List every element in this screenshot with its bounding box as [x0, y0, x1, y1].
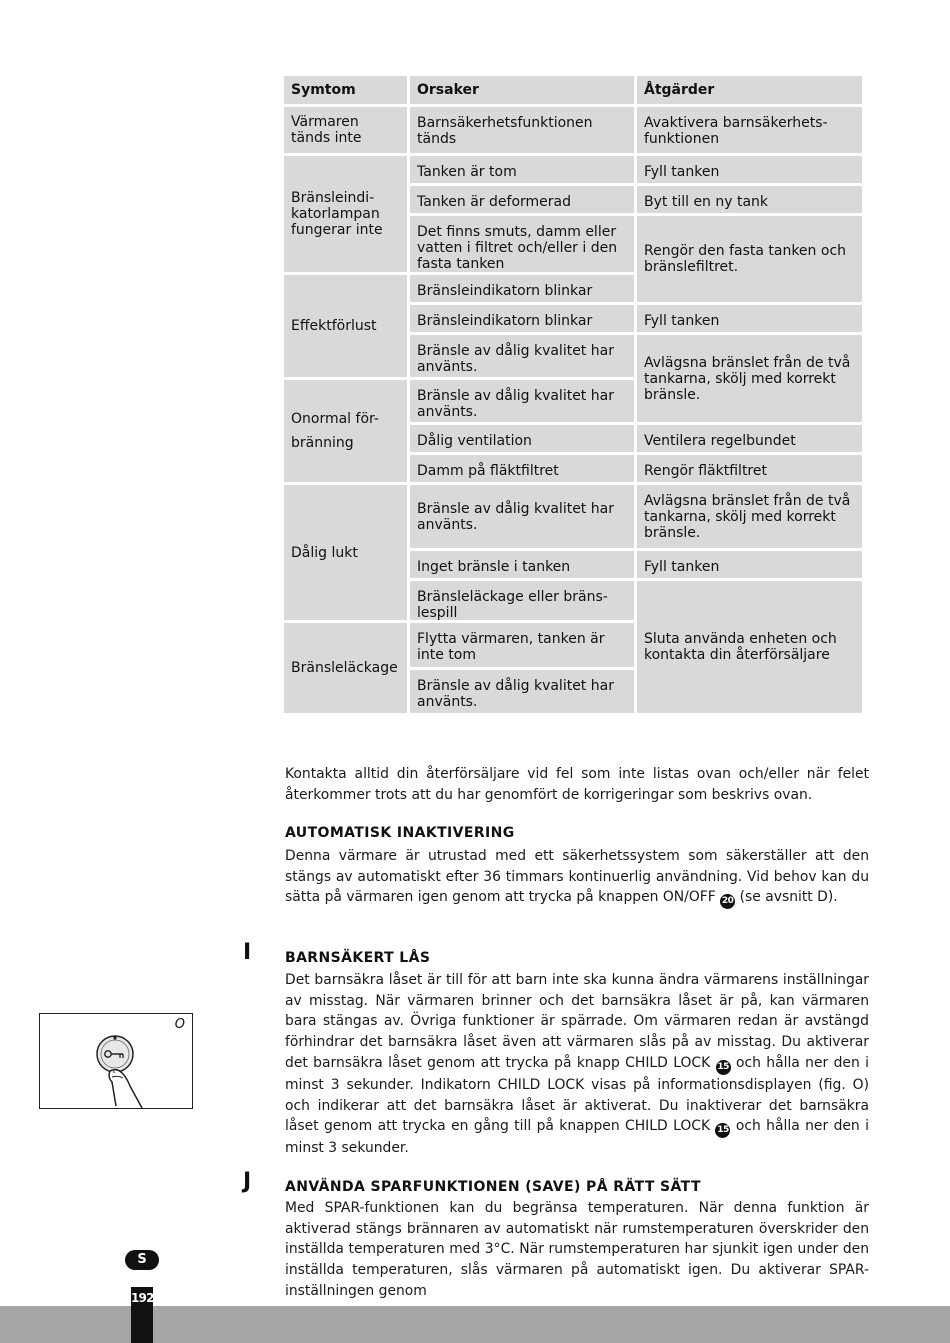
action-cell: Avlägsna bränslet från de två tankarna, skölj med korrekt bränsle. [637, 335, 862, 422]
symptom-cell: Effektförlust [284, 275, 407, 377]
cause-cell: Bränsle av dålig kvalitet har använts. [410, 485, 634, 548]
cause-cell: Dålig ventilation [410, 425, 634, 452]
save-heading: ANVÄNDA SPARFUNKTIONEN (SAVE) PÅ RÄTT SÄTT [285, 1179, 701, 1195]
child-lock-text: och hålla ner den i minst 3 sekunder. [285, 1118, 869, 1157]
action-cell: Rengör den fasta tanken och bränslefiltret. [637, 216, 862, 302]
action-cell: Fyll tanken [637, 551, 862, 578]
action-cell: Avlägsna bränslet från de två tankarna, skölj med korrekt bränsle. [637, 485, 862, 548]
symptom-cell: Bränsleindi- katorlampan fungerar inte [284, 156, 407, 272]
cause-cell: Bränsleläckage eller bräns- lespill [410, 581, 634, 620]
cause-cell: Tanken är deformerad [410, 186, 634, 213]
cause-cell: Bränsleindikatorn blinkar [410, 305, 634, 332]
auto-off-heading: AUTOMATISK INAKTIVERING [285, 825, 515, 841]
symptom-cell: Dålig lukt [284, 485, 407, 620]
auto-off-paragraph [285, 846, 869, 909]
child-lock-text: och hålla ner den i minst 3 sekunder. Indikatorn CHILD LOCK visas på informationsdisplayen (fig. O) och indikerar att det barnsäkra låset är aktiverat. Du inaktiverar det barnsäkra låset genom att trycka en gång till på knappen CHILD LOCK [285, 1054, 869, 1135]
ref-number-badge: 15 [716, 1060, 731, 1075]
symptom-cell: Onormal för- bränning [284, 380, 407, 482]
action-cell: Fyll tanken [637, 156, 862, 183]
ref-number-badge: 20 [720, 894, 735, 909]
cause-cell: Bränsleindikatorn blinkar [410, 275, 634, 302]
header-symptom: Symtom [284, 76, 407, 104]
auto-off-text: Denna värmare är utrustad med ett säkerhetssystem som säkerställer att den stängs av automatiskt efter 36 timmars kontinuerlig användning. Vid behov kan du sätta på värmaren igen genom att trycka på knappen ON/OFF [285, 848, 869, 906]
save-paragraph: Med SPAR-funktionen kan du begränsa temperaturen. När denna funktion är aktiverad stängs brännaren av automatiskt när rumstemperaturen överskrider den inställda temperaturen med 3°C. När rumstemperaturen har sjunkit igen under den inställda temperaturen, slås värmaren på automatiskt igen. Du aktiverar SPAR-inställningen genom [285, 1200, 869, 1299]
action-cell: Sluta använda enheten och kontakta din återförsäljare [637, 581, 862, 713]
contact-paragraph: Kontakta alltid din återförsäljare vid fel som inte listas ovan och/eller när felet återkommer trots att du har genomfört de korrigeringar som beskrivs ovan. [285, 766, 869, 803]
section-letter-i: I [243, 940, 252, 965]
figure-o [39, 1013, 193, 1109]
child-lock-heading: BARNSÄKERT LÅS [285, 950, 431, 966]
symptom-cell: Värmaren tänds inte [284, 107, 407, 153]
page-number: 192 [131, 1291, 154, 1305]
cause-cell: Inget bränsle i tanken [410, 551, 634, 578]
child-lock-paragraph [285, 970, 869, 1159]
action-cell: Rengör fläktfiltret [637, 455, 862, 482]
auto-off-text-end: (se avsnitt D). [739, 889, 838, 906]
section-letter-j: J [243, 1169, 252, 1194]
action-cell: Ventilera regelbundet [637, 425, 862, 452]
cause-cell: Bränsle av dålig kvalitet har använts. [410, 380, 634, 422]
cause-cell: Barnsäkerhetsfunktionen tänds [410, 107, 634, 153]
figure-label: O [174, 1017, 185, 1032]
cause-cell: Tanken är tom [410, 156, 634, 183]
header-action: Åtgärder [637, 76, 862, 104]
action-cell: Avaktivera barnsäkerhets- funktionen [637, 107, 862, 153]
cause-cell: Det finns smuts, damm eller vatten i filtret och/eller i den fasta tanken [410, 216, 634, 272]
action-cell: Fyll tanken [637, 305, 862, 332]
cause-cell: Flytta värmaren, tanken är inte tom [410, 623, 634, 667]
header-cause: Orsaker [410, 76, 634, 104]
action-cell: Byt till en ny tank [637, 186, 862, 213]
symptom-cell: Bränsleläckage [284, 623, 407, 713]
cause-cell: Damm på fläktfiltret [410, 455, 634, 482]
cause-cell: Bränsle av dålig kvalitet har använts. [410, 670, 634, 713]
troubleshooting-table [284, 76, 862, 713]
language-badge: S [125, 1250, 159, 1270]
cause-cell: Bränsle av dålig kvalitet har använts. [410, 335, 634, 377]
key-button-icon [40, 1014, 194, 1110]
ref-number-badge: 15 [715, 1123, 730, 1138]
child-lock-text: Det barnsäkra låset är till för att barn inte ska kunna ändra värmarens inställningar av misstag. När värmaren brinner och det barnsäkra låset är på, kan värmaren bara stängas av. Övriga funktioner är spärrade. Om värmaren redan är avstängd förhindrar det barnsäkra låset även att värmaren slås på av misstag. Du aktiverar det barnsäkra låset genom att trycka på knapp CHILD LOCK [285, 972, 869, 1071]
